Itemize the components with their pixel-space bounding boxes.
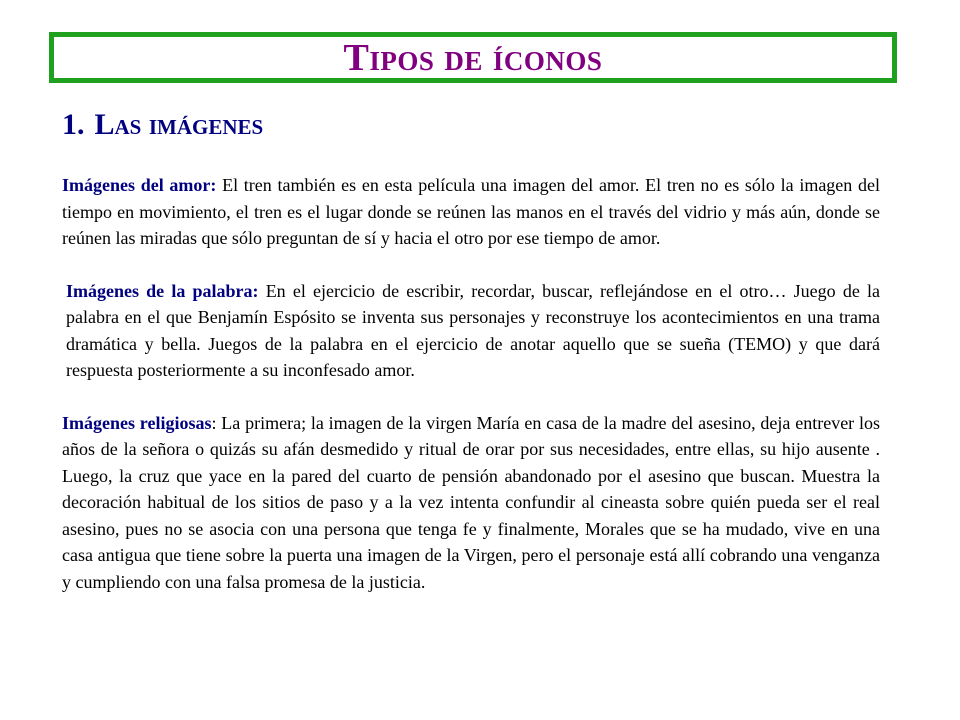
- paragraph-lead: Imágenes religiosas: [62, 412, 212, 433]
- slide-title: Tipos de íconos: [343, 36, 603, 79]
- body-text: [62, 172, 880, 595]
- paragraph-body: El tren también es en esta película una imagen del amor. El tren no es sólo la imagen del tiempo en movimiento, el tren es el lugar donde se reúnen las manos en el través del vidrio y más aún, donde se reúnen las miradas que sólo preguntan de sí y hacia el otro por ese tiempo de amor.: [62, 175, 880, 248]
- paragraph-love-images: [62, 172, 880, 252]
- section-number: 1.: [62, 108, 85, 141]
- title-box: [49, 32, 897, 83]
- section-heading-text: Las imágenes: [94, 108, 264, 141]
- paragraph-religious-images: [62, 410, 880, 596]
- paragraph-lead: Imágenes del amor:: [62, 175, 217, 195]
- paragraph-body: En el ejercicio de escribir, recordar, buscar, reflejándose en el otro… Juego de la palabra en el que Benjamín Espósito se inventa sus personajes y reconstruye los acontecimientos en una trama dramática y bella. Juegos de la palabra en el ejercicio de anotar aquello que se sueña (TEMO) y que dará respuesta posteriormente a su inconfesado amor.: [66, 280, 880, 380]
- paragraph-body: : La primera; la imagen de la virgen María en casa de la madre del asesino, deja entrever los años de la señora o quizás su afán desmedido y ritual de orar por sus necesidades, entre ellas, su hijo ausente . Luego, la cruz que yace en la pared del cuarto de pensión abandonado por el asesino que buscan. Muestra la decoración habitual de los sitios de paso y a la vez intenta confundir al cineasta sobre quién pueda ser el real asesino, pues no se asocia con una persona que tenga fe y finalmente, Morales que se ha mudado, vive en una casa antigua que tiene sobre la puerta una imagen de la Virgen, pero el personaje está allí cobrando una venganza y cumpliendo con una falsa promesa de la justicia.: [62, 412, 880, 592]
- paragraph-lead: Imágenes de la palabra:: [66, 280, 259, 301]
- paragraph-word-images: [62, 278, 880, 384]
- section-heading: [62, 110, 263, 140]
